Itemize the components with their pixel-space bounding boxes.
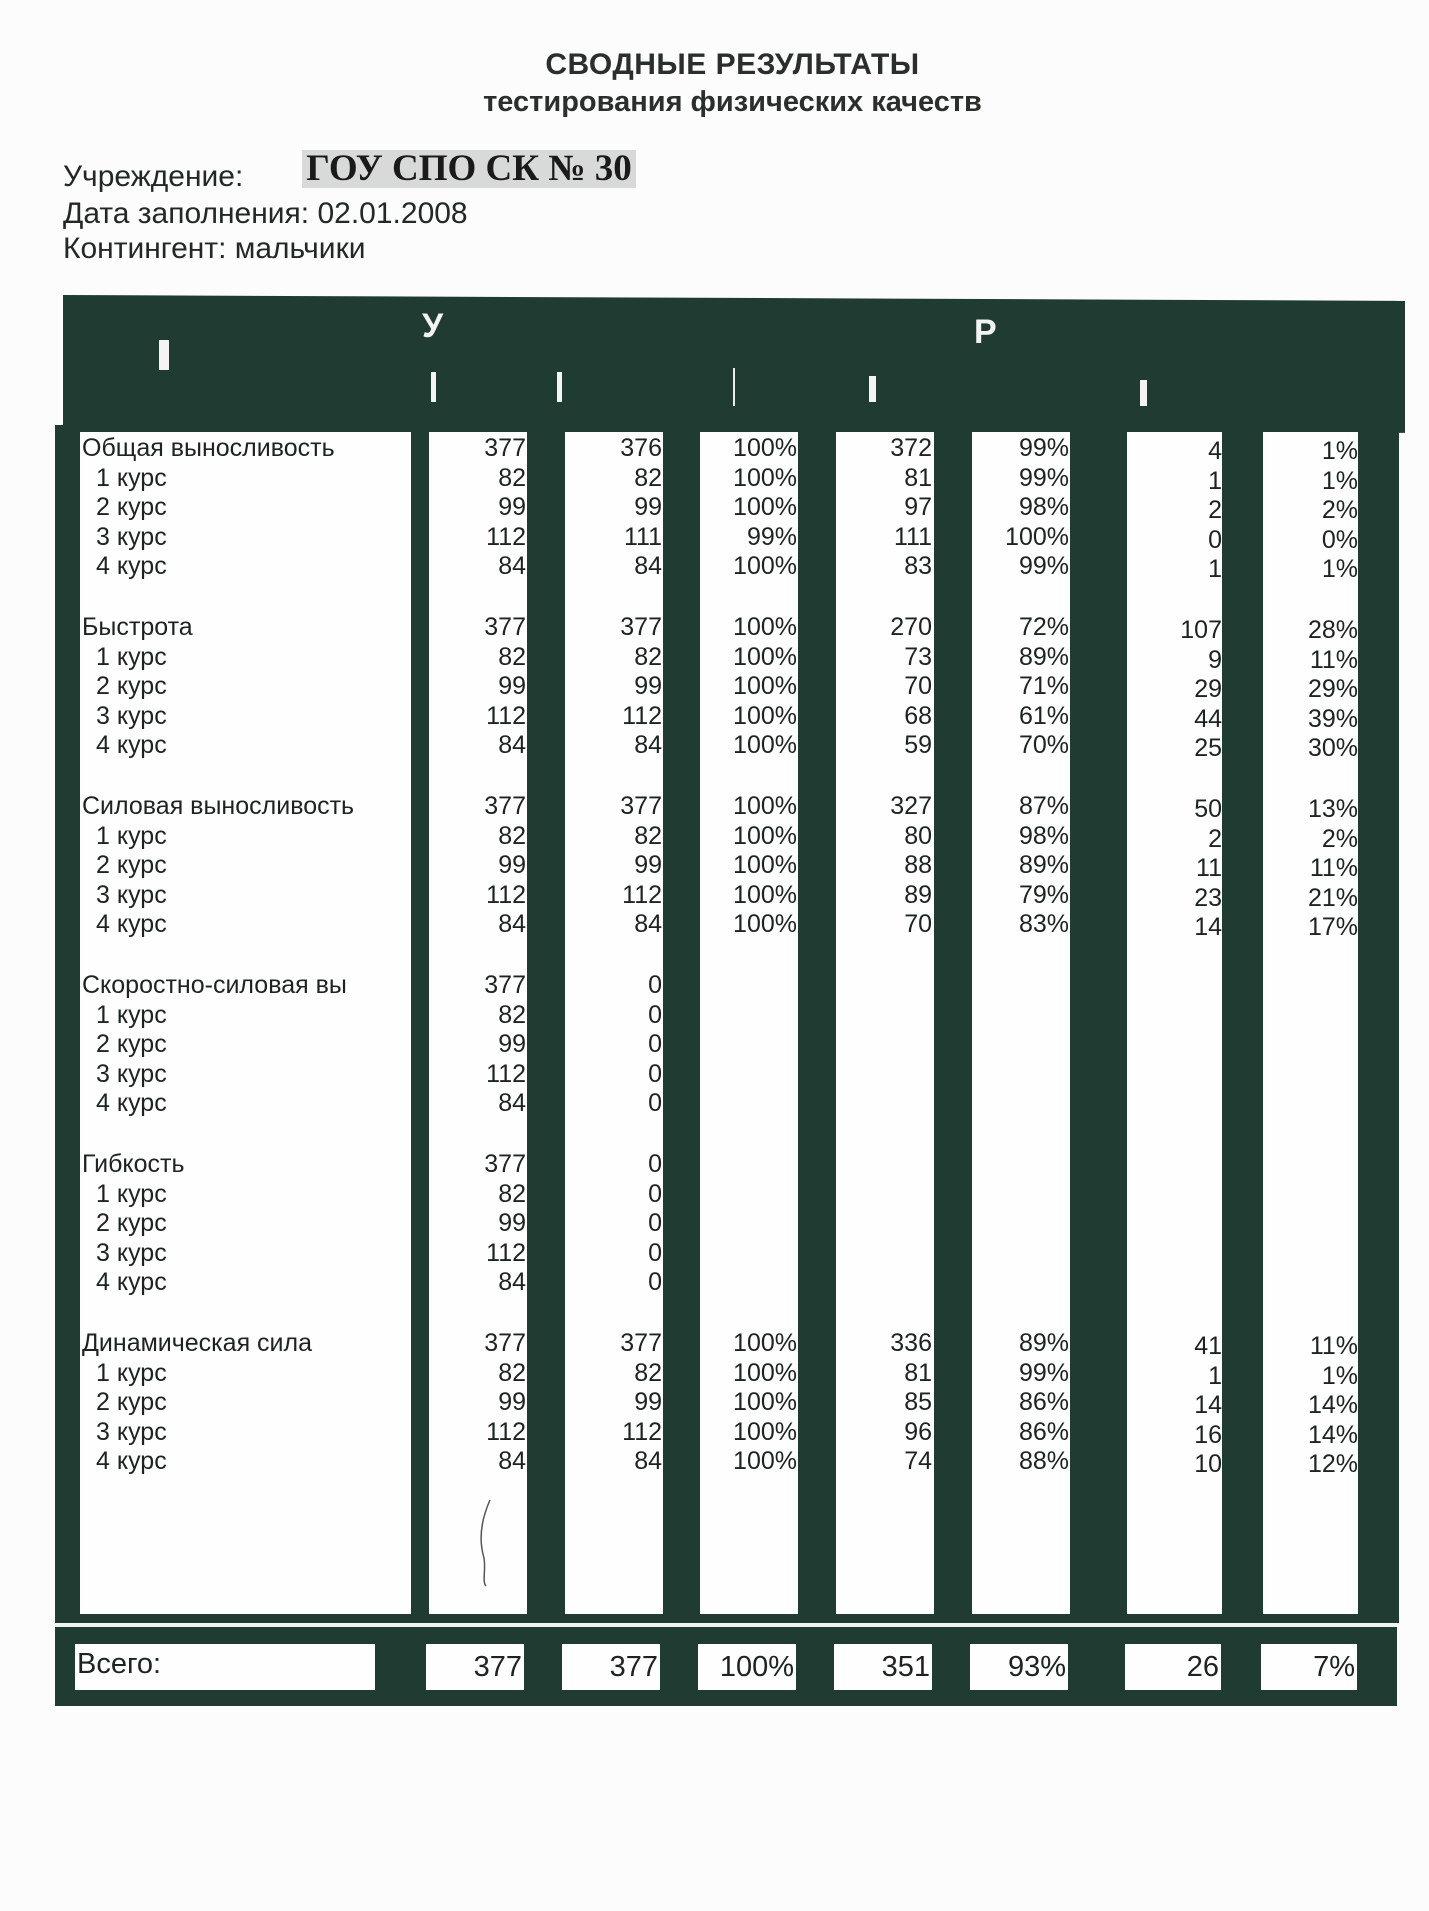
header-fragment-u: У xyxy=(422,307,444,345)
table-cell-c1: 84 xyxy=(498,1268,526,1297)
row-group-label: Гибкость xyxy=(82,1150,185,1178)
table-cell-c3: 100% xyxy=(733,1417,797,1446)
table-cell-c5: 79% xyxy=(1018,880,1069,909)
table-cell-c6: 29 xyxy=(1194,675,1222,704)
total-c4: 351 xyxy=(834,1644,932,1690)
table-cell-c1: 82 xyxy=(498,1179,526,1208)
table-cell-c7: 21% xyxy=(1307,883,1358,912)
table-cell-c7: 1% xyxy=(1321,466,1358,495)
table-cell-c1: 377 xyxy=(484,792,526,820)
table-cell-c7: 11% xyxy=(1309,645,1358,674)
total-c6: 26 xyxy=(1125,1644,1221,1690)
table-cell-c2: 0 xyxy=(648,1179,662,1208)
fill-date: Дата заполнения: 02.01.2008 xyxy=(63,197,468,230)
table-cell-c3: 100% xyxy=(733,701,797,730)
table-cell-c6: 1 xyxy=(1208,466,1222,495)
table-cell-c3: 100% xyxy=(733,1329,797,1357)
table-cell-c2: 112 xyxy=(622,880,662,909)
row-course-label: 4 курс xyxy=(96,731,167,760)
table-cell-c3: 100% xyxy=(733,672,797,701)
table-cell-c2: 0 xyxy=(648,1268,662,1297)
row-course-label: 3 курс xyxy=(96,522,167,551)
table-cell-c3: 100% xyxy=(733,731,797,760)
row-group-label: Динамическая сила xyxy=(82,1329,313,1357)
table-cell-c4: 97 xyxy=(904,493,932,522)
table-cell-c3: 100% xyxy=(733,1358,797,1387)
table-cell-c1: 84 xyxy=(498,910,526,939)
total-c2: 377 xyxy=(562,1644,660,1690)
row-course-label: 4 курс xyxy=(96,1089,167,1118)
table-cell-c5: 89% xyxy=(1018,1329,1069,1357)
row-group-label: Силовая выносливость xyxy=(82,792,355,820)
header-mark xyxy=(557,372,562,402)
table-cell-c1: 112 xyxy=(486,880,526,909)
table-cell-c2: 82 xyxy=(634,642,662,671)
row-course-label: 2 курс xyxy=(96,493,167,522)
institution-value: ГОУ СПО СК № 30 xyxy=(302,150,636,188)
table-cell-c2: 99 xyxy=(634,493,662,522)
table-cell-c1: 377 xyxy=(484,613,526,641)
row-course-label: 4 курс xyxy=(96,1268,167,1297)
table-cell-c1: 377 xyxy=(484,434,526,462)
table-cell-c2: 0 xyxy=(648,1089,662,1118)
table-cell-c6: 25 xyxy=(1194,734,1222,763)
table-cell-c4: 85 xyxy=(904,1388,932,1417)
table-cell-c5: 86% xyxy=(1018,1388,1069,1417)
table-cell-c4: 89 xyxy=(904,880,932,909)
header-divider xyxy=(733,368,735,406)
table-cell-c4: 59 xyxy=(904,731,932,760)
table-cell-c4: 70 xyxy=(904,910,932,939)
pen-mark xyxy=(476,1498,496,1588)
table-cell-c7: 14% xyxy=(1307,1420,1358,1449)
table-cell-c7: 30% xyxy=(1307,734,1358,763)
table-cell-c2: 0 xyxy=(648,1209,662,1238)
table-cell-c2: 84 xyxy=(634,910,662,939)
table-cell-c6: 4 xyxy=(1208,437,1222,465)
table-cell-c1: 82 xyxy=(498,821,526,850)
table-cell-c1: 377 xyxy=(484,1329,526,1357)
table-cell-c2: 377 xyxy=(620,613,662,641)
table-cell-c3: 100% xyxy=(733,552,797,581)
table-cell-c6: 2 xyxy=(1208,496,1222,525)
table-cell-c1: 112 xyxy=(486,1238,526,1267)
table-cell-c2: 377 xyxy=(620,792,662,820)
row-course-label: 4 курс xyxy=(96,910,167,939)
table-cell-c7: 12% xyxy=(1307,1450,1358,1479)
table-cell-c2: 84 xyxy=(634,552,662,581)
table-cell-c1: 377 xyxy=(484,1150,526,1178)
row-course-label: 1 курс xyxy=(96,463,167,492)
table-cell-c3: 100% xyxy=(733,613,797,641)
table-cell-c3: 100% xyxy=(733,1447,797,1476)
table-cell-c2: 99 xyxy=(634,672,662,701)
table-cell-c6: 50 xyxy=(1194,795,1222,823)
total-c7: 7% xyxy=(1261,1644,1357,1690)
table-cell-c1: 112 xyxy=(486,1417,526,1446)
table-cell-c1: 112 xyxy=(486,1059,526,1088)
table-cell-c2: 377 xyxy=(620,1329,662,1357)
table-cell-c5: 100% xyxy=(1005,522,1069,551)
table-cell-c1: 99 xyxy=(498,493,526,522)
table-cell-c5: 98% xyxy=(1018,493,1069,522)
table-cell-c6: 107 xyxy=(1180,616,1222,644)
row-course-label: 1 курс xyxy=(96,642,167,671)
total-c5: 93% xyxy=(970,1644,1068,1690)
table-cell-c5: 87% xyxy=(1018,792,1069,820)
table-cell-c5: 70% xyxy=(1018,731,1069,760)
table-cell-c6: 1 xyxy=(1208,555,1222,584)
table-cell-c2: 99 xyxy=(634,1388,662,1417)
table-cell-c5: 72% xyxy=(1018,613,1069,641)
table-cell-c2: 99 xyxy=(634,851,662,880)
table-cell-c2: 0 xyxy=(648,1059,662,1088)
table-cell-c3: 100% xyxy=(733,493,797,522)
row-course-label: 3 курс xyxy=(96,1238,167,1267)
table-cell-c6: 2 xyxy=(1208,824,1222,853)
table-cell-c4: 83 xyxy=(904,552,932,581)
table-cell-c1: 99 xyxy=(498,672,526,701)
table-cell-c1: 84 xyxy=(498,552,526,581)
table-cell-c1: 377 xyxy=(484,971,526,999)
table-cell-c1: 84 xyxy=(498,731,526,760)
table-cell-c6: 44 xyxy=(1194,704,1222,733)
table-cell-c6: 41 xyxy=(1194,1332,1222,1360)
table-cell-c4: 327 xyxy=(890,792,932,820)
table-cell-c6: 23 xyxy=(1194,883,1222,912)
table-cell-c7: 28% xyxy=(1307,616,1358,644)
table-cell-c7: 13% xyxy=(1307,795,1358,823)
table-cell-c5: 71% xyxy=(1018,672,1069,701)
row-course-label: 3 курс xyxy=(96,701,167,730)
table-cell-c4: 372 xyxy=(890,434,932,462)
table-cell-c3: 99% xyxy=(746,522,797,551)
table-cell-c3: 100% xyxy=(733,910,797,939)
institution-label: Учреждение: xyxy=(63,160,244,193)
table-cell-c1: 84 xyxy=(498,1447,526,1476)
table-cell-c1: 99 xyxy=(498,1388,526,1417)
header-mark xyxy=(159,340,169,370)
table-cell-c5: 99% xyxy=(1018,1358,1069,1387)
table-cell-c7: 11% xyxy=(1309,1332,1358,1360)
table-cell-c7: 2% xyxy=(1321,824,1358,853)
table-cell-c1: 82 xyxy=(498,463,526,492)
row-group-label: Быстрота xyxy=(82,613,193,641)
table-cell-c2: 82 xyxy=(634,821,662,850)
table-cell-c1: 82 xyxy=(498,1000,526,1029)
table-cell-c7: 39% xyxy=(1307,704,1358,733)
table-cell-c6: 9 xyxy=(1208,645,1222,674)
header-fragment-r: Р xyxy=(974,313,997,351)
table-cell-c1: 82 xyxy=(498,1358,526,1387)
table-cell-c6: 16 xyxy=(1194,1420,1222,1449)
table-cell-c4: 336 xyxy=(890,1329,932,1357)
row-course-label: 2 курс xyxy=(96,672,167,701)
table-cell-c2: 376 xyxy=(620,434,662,462)
table-cell-c7: 1% xyxy=(1321,437,1358,465)
table-cell-c4: 81 xyxy=(904,1358,932,1387)
total-c3: 100% xyxy=(698,1644,796,1690)
header-mark xyxy=(1140,380,1147,406)
total-c1: 377 xyxy=(426,1644,524,1690)
table-cell-c7: 1% xyxy=(1321,555,1358,584)
table-cell-c6: 14 xyxy=(1194,913,1222,942)
contingent: Контингент: мальчики xyxy=(63,232,366,265)
total-separator xyxy=(55,1623,1397,1627)
table-cell-c4: 80 xyxy=(904,821,932,850)
table-cell-c2: 0 xyxy=(648,1238,662,1267)
row-course-label: 2 курс xyxy=(96,1209,167,1238)
row-course-label: 4 курс xyxy=(96,1447,167,1476)
row-course-label: 3 курс xyxy=(96,880,167,909)
table-cell-c2: 84 xyxy=(634,1447,662,1476)
table-cell-c5: 83% xyxy=(1018,910,1069,939)
table-cell-c7: 2% xyxy=(1321,496,1358,525)
table-cell-c3: 100% xyxy=(733,821,797,850)
total-label: Всего: xyxy=(75,1644,375,1690)
table-cell-c4: 111 xyxy=(893,522,932,551)
table-cell-c2: 84 xyxy=(634,731,662,760)
row-course-label: 2 курс xyxy=(96,851,167,880)
row-course-label: 4 курс xyxy=(96,552,167,581)
table-cell-c7: 29% xyxy=(1307,675,1358,704)
table-cell-c7: 14% xyxy=(1307,1391,1358,1420)
table-cell-c2: 0 xyxy=(648,971,662,999)
table-cell-c2: 112 xyxy=(622,701,662,730)
table-cell-c1: 99 xyxy=(498,851,526,880)
table-cell-c4: 70 xyxy=(904,672,932,701)
table-cell-c7: 1% xyxy=(1321,1361,1358,1390)
table-cell-c1: 84 xyxy=(498,1089,526,1118)
row-course-label: 1 курс xyxy=(96,1000,167,1029)
table-cell-c2: 112 xyxy=(622,1417,662,1446)
table-cell-c6: 10 xyxy=(1194,1450,1222,1479)
report-subtitle: тестирования физических качеств xyxy=(483,86,982,118)
table-cell-c3: 100% xyxy=(733,642,797,671)
row-group-label: Скоростно-силовая вы xyxy=(82,971,347,999)
row-course-label: 1 курс xyxy=(96,1358,167,1387)
table-cell-c5: 88% xyxy=(1018,1447,1069,1476)
table-cell-c4: 74 xyxy=(904,1447,932,1476)
table-cell-c1: 99 xyxy=(498,1030,526,1059)
table-cell-c4: 68 xyxy=(904,701,932,730)
table-cell-c6: 0 xyxy=(1208,525,1222,554)
table-cell-c3: 100% xyxy=(733,434,797,462)
table-cell-c5: 99% xyxy=(1018,434,1069,462)
table-cell-c5: 98% xyxy=(1018,821,1069,850)
table-cell-c1: 112 xyxy=(486,522,526,551)
table-cell-c2: 111 xyxy=(623,522,662,551)
table-cell-c2: 0 xyxy=(648,1030,662,1059)
table-cell-c6: 11 xyxy=(1196,854,1222,883)
table-cell-c7: 11% xyxy=(1309,854,1358,883)
table-cell-c4: 81 xyxy=(904,463,932,492)
row-course-label: 3 курс xyxy=(96,1417,167,1446)
table-cell-c1: 112 xyxy=(486,701,526,730)
report-title: СВОДНЫЕ РЕЗУЛЬТАТЫ xyxy=(545,48,920,81)
table-cell-c7: 0% xyxy=(1321,525,1358,554)
table-cell-c4: 270 xyxy=(890,613,932,641)
table-cell-c3: 100% xyxy=(733,880,797,909)
table-cell-c3: 100% xyxy=(733,463,797,492)
row-group-label: Общая выносливость xyxy=(82,434,335,462)
table-cell-c5: 61% xyxy=(1018,701,1069,730)
table-cell-c2: 0 xyxy=(648,1150,662,1178)
table-cell-c3: 100% xyxy=(733,1388,797,1417)
table-cell-c5: 89% xyxy=(1018,851,1069,880)
row-course-label: 2 курс xyxy=(96,1030,167,1059)
table-cell-c4: 96 xyxy=(904,1417,932,1446)
table-cell-c2: 0 xyxy=(648,1000,662,1029)
table-cell-c5: 99% xyxy=(1018,463,1069,492)
table-cell-c6: 1 xyxy=(1208,1361,1222,1390)
table-cell-c1: 82 xyxy=(498,642,526,671)
header-mark xyxy=(431,372,436,402)
table-cell-c4: 88 xyxy=(904,851,932,880)
row-course-label: 3 курс xyxy=(96,1059,167,1088)
table-cell-c3: 100% xyxy=(733,792,797,820)
table-cell-c1: 99 xyxy=(498,1209,526,1238)
table-cell-c6: 14 xyxy=(1194,1391,1222,1420)
header-mark xyxy=(869,376,876,402)
table-cell-c2: 82 xyxy=(634,1358,662,1387)
row-course-label: 2 курс xyxy=(96,1388,167,1417)
row-course-label: 1 курс xyxy=(96,1179,167,1208)
table-header-band xyxy=(63,295,1405,433)
table-cell-c4: 73 xyxy=(904,642,932,671)
table-cell-c3: 100% xyxy=(733,851,797,880)
table-cell-c5: 99% xyxy=(1018,552,1069,581)
table-cell-c7: 17% xyxy=(1307,913,1358,942)
table-cell-c5: 86% xyxy=(1018,1417,1069,1446)
table-cell-c2: 82 xyxy=(634,463,662,492)
table-cell-c5: 89% xyxy=(1018,642,1069,671)
row-course-label: 1 курс xyxy=(96,821,167,850)
